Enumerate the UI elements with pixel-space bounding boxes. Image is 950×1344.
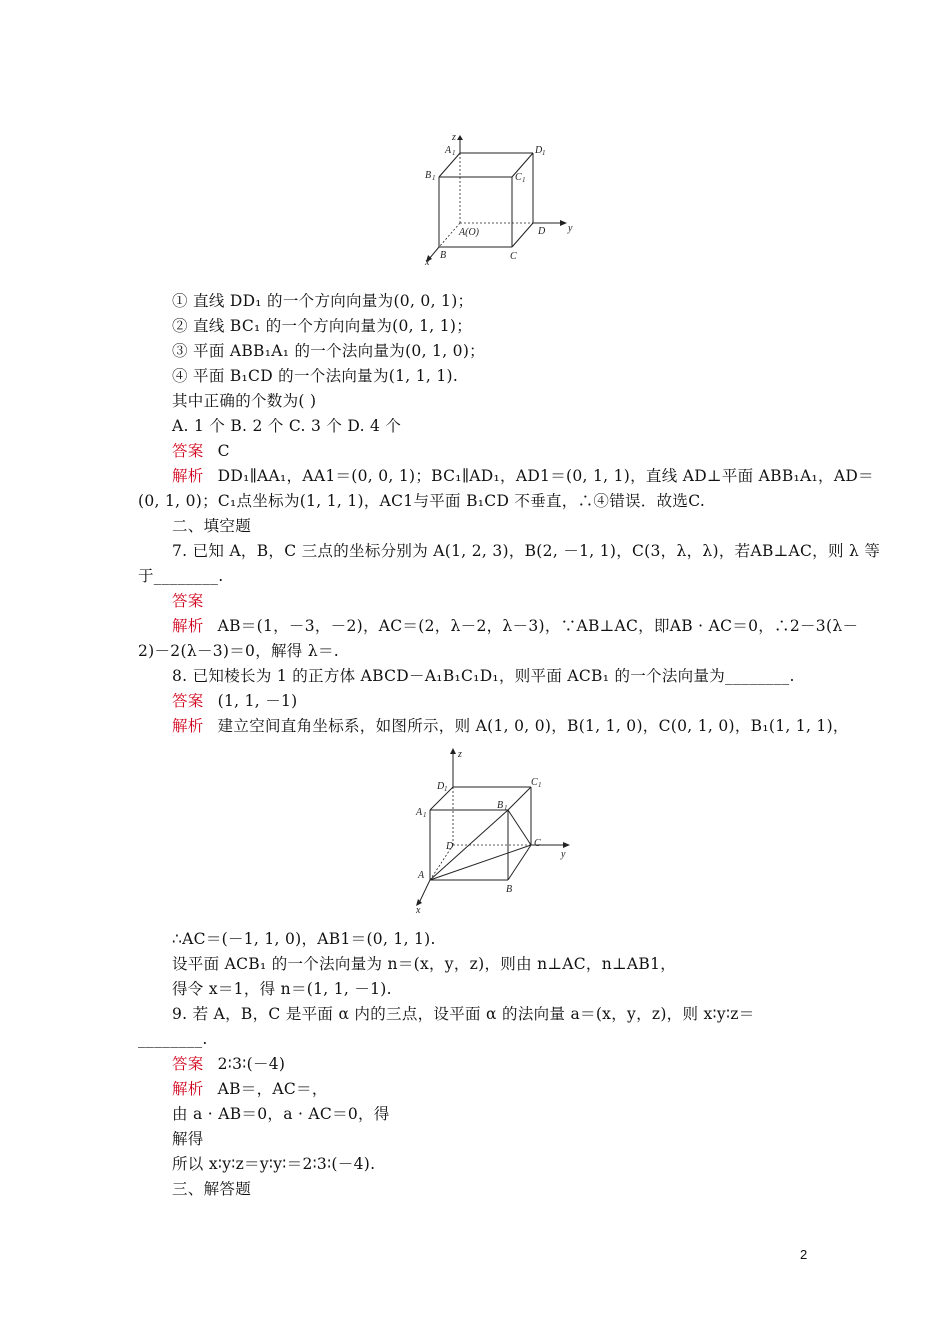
q9-solve: 解得: [172, 1130, 204, 1148]
page-number: 2: [800, 1247, 808, 1262]
q8-answer: 答案 (1, 1, －1): [172, 692, 298, 710]
vertex-A1-label: A: [416, 807, 423, 818]
svg-text:1: 1: [452, 149, 456, 157]
q9-line-1: 9. 若 A，B，C 是平面 α 内的三点，设平面 α 的法向量 a＝(x，y，z)，则 x∶y∶z＝: [172, 1005, 755, 1023]
svg-text:1: 1: [538, 781, 542, 789]
q6-item-3: ③ 平面 ABB₁A₁ 的一个法向量为(0, 1, 0)；: [172, 342, 485, 360]
vertex-D1-label: D: [535, 145, 543, 156]
q9-line-2: ________.: [138, 1030, 208, 1048]
answer-label: 答案: [172, 592, 204, 610]
vertex-A-label: A: [418, 870, 425, 881]
q6-item-4: ④ 平面 B₁CD 的一个法向量为(1, 1, 1).: [172, 367, 459, 385]
analysis-label: 解析: [172, 617, 204, 635]
analysis-label: 解析: [172, 467, 204, 485]
q7-answer: [172, 590, 218, 612]
vertex-C-label: C: [510, 251, 517, 262]
q7-analysis-line-2: 2)－2(λ－3)＝0，解得 λ＝.: [138, 642, 339, 660]
q8-analysis-line-1: 解析 建立空间直角坐标系，如图所示，则 A(1, 0, 0)，B(1, 1, 0)，C(0, 1, 0)，B₁(1, 1, 1)，: [172, 717, 849, 735]
vertex-B-label: B: [440, 250, 447, 261]
vertex-D-label: D: [446, 841, 454, 852]
axis-x-label: x: [416, 905, 421, 915]
section-3-heading: 三、解答题: [172, 1180, 252, 1198]
q6-item-2: ② 直线 BC₁ 的一个方向向量为(0, 1, 1)；: [172, 317, 473, 335]
q8-let-x: 得令 x＝1，得 n＝(1, 1, －1).: [172, 980, 392, 998]
axis-y-label: y: [561, 849, 566, 860]
q9-ratio: 所以 x∶y∶z＝y∶y∶＝2∶3∶(－4).: [172, 1155, 376, 1173]
q7-line-2: 于________.: [138, 567, 224, 585]
q7-line-1: 7. 已知 A，B，C 三点的坐标分别为 A(1, 2, 3)，B(2, －1, 1)，C(3，λ，λ)，若AB⊥AC，则 λ 等: [172, 542, 881, 560]
answer-label: 答案: [172, 442, 204, 460]
q6-prompt: 其中正确的个数为( ): [172, 392, 317, 410]
q8-line-1: 8. 已知棱长为 1 的正方体 ABCD－A₁B₁C₁D₁，则平面 ACB₁ 的一个法向量为________.: [172, 667, 795, 685]
vertex-C-label: C: [534, 838, 541, 849]
vertex-C1-label: C: [531, 777, 538, 788]
answer-label: 答案: [172, 1055, 204, 1073]
q9-answer: 答案 2∶3∶(－4): [172, 1055, 286, 1073]
q6-options: A. 1 个 B. 2 个 C. 3 个 D. 4 个: [172, 417, 402, 435]
section-2-heading: 二、填空题: [172, 517, 252, 535]
vertex-B1-label: B: [425, 170, 432, 181]
q6-item-1: ① 直线 DD₁ 的一个方向向量为(0, 0, 1)；: [172, 292, 474, 310]
q6-answer: 答案 C: [172, 442, 230, 460]
svg-text:1: 1: [542, 149, 546, 157]
axis-y-label: y: [568, 223, 573, 234]
answer-label: 答案: [172, 692, 204, 710]
axis-z-label: z: [452, 135, 456, 143]
q9-analysis-line-1: 解析 AB＝，AC＝，: [172, 1080, 328, 1098]
svg-text:1: 1: [423, 811, 427, 819]
vertex-C1-label: C: [515, 172, 522, 183]
q6-analysis-line-1: 解析 DD₁∥AA₁，AA1＝(0, 0, 1)；BC₁∥AD₁，AD1＝(0, 1, 1)，直线 AD⊥平面 ABB₁A₁，AD＝: [172, 467, 874, 485]
svg-text:1: 1: [504, 804, 508, 812]
analysis-label: 解析: [172, 717, 204, 735]
q7-analysis-line-1: 解析 AB＝(1，－3，－2)，AC＝(2，λ－2，λ－3)，∵AB⊥AC，即AB · AC＝0，∴2－3(λ－: [172, 617, 859, 635]
axis-z-label: z: [458, 749, 462, 760]
q8-normal-setup: 设平面 ACB₁ 的一个法向量为 n＝(x，y，z)，则由 n⊥AC，n⊥AB1，: [172, 955, 677, 973]
q8-ac-vectors: ∴AC＝(－1, 1, 0)，AB1＝(0, 1, 1).: [172, 930, 436, 948]
vertex-B-label: B: [506, 884, 513, 895]
vertex-A1-label: A: [445, 145, 452, 156]
figure-cube-2: [413, 745, 583, 915]
q6-analysis-line-2: (0, 1, 0)；C₁点坐标为(1, 1, 1)，AC1与平面 B₁CD 不垂直，∴④错误．故选C.: [138, 492, 706, 510]
vertex-A-origin-label: A(O): [459, 227, 479, 238]
analysis-label: 解析: [172, 1080, 204, 1098]
vertex-D1-label: D: [437, 781, 445, 792]
axis-x-label: x: [425, 257, 430, 265]
svg-text:1: 1: [444, 785, 448, 793]
vertex-B1-label: B: [497, 800, 504, 811]
svg-text:1: 1: [522, 176, 526, 184]
figure-cube-1: [415, 135, 585, 265]
svg-text:1: 1: [432, 174, 436, 182]
q9-dot-equations: 由 a · AB＝0，a · AC＝0，得: [172, 1105, 390, 1123]
vertex-D-label: D: [538, 226, 546, 237]
